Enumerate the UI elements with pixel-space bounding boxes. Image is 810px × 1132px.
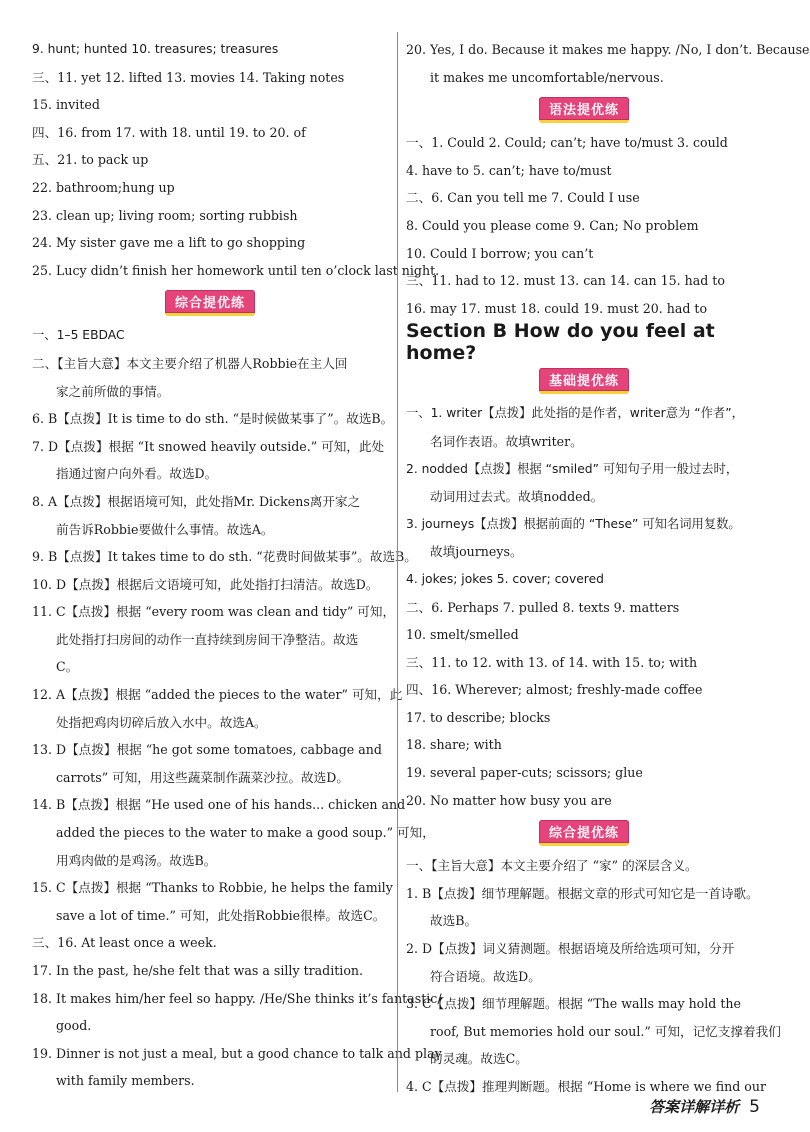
- answer-line: 二、6. Can you tell me 7. Could I use: [406, 190, 640, 206]
- answer-line: 二、6. Perhaps 7. pulled 8. texts 9. matters: [406, 599, 680, 615]
- answer-line: 名词作表语。故填writer。: [430, 433, 583, 449]
- answer-line: 此处指打扫房间的动作一直持续到房间干净整洁。故选: [56, 631, 359, 647]
- answer-line: 15. C【点拨】根据 “Thanks to Robbie, he helps the family: [32, 880, 393, 896]
- answer-line: 指通过窗户向外看。故选D。: [56, 466, 218, 482]
- right-column: [406, 36, 810, 1101]
- answer-line: 16. may 17. must 18. could 19. must 20. had to: [406, 300, 708, 316]
- answer-line: 10. D【点拨】根据后文语境可知，此处指打扫清洁。故选D。: [32, 576, 379, 592]
- answer-line: 8. Could you please come 9. Can; No problem: [406, 217, 699, 233]
- answer-line: added the pieces to the water to make a good soup.” 可知，: [56, 825, 435, 841]
- answer-line: 前告诉Robbie要做什么事情。故选A。: [56, 521, 274, 537]
- section-banner-wrap: [406, 91, 762, 129]
- answer-line: 20. No matter how busy you are: [406, 792, 612, 808]
- section-banner: 综合提优练: [539, 820, 629, 846]
- answer-line: 4. C【点拨】推理判断题。根据 “Home is where we find our: [406, 1079, 767, 1094]
- answer-line: 三、11. to 12. with 13. of 14. with 15. to; with: [406, 654, 698, 670]
- answer-line: with family members.: [56, 1073, 195, 1089]
- answer-line: roof, But memories hold our soul.” 可知，记忆支撑着我们: [430, 1023, 781, 1039]
- answer-line: 三、11. had to 12. must 13. can 14. can 15. had to: [406, 273, 725, 289]
- answer-line: 3. journeys【点拨】根据前面的 “These” 可知名词用复数。: [406, 516, 741, 531]
- answer-line: 用鸡肉做的是鸡汤。故选B。: [56, 852, 217, 868]
- answer-line: 2. D【点拨】词义猜测题。根据语境及所给选项可知，分开: [406, 941, 735, 957]
- answer-line: good.: [56, 1018, 92, 1034]
- answer-line: 9. B【点拨】It takes time to do sth. “花费时间做某事”。故选B。: [32, 549, 417, 565]
- answer-line: 一、1. writer【点拨】此处指的是作者，writer意为 “作者”，: [406, 406, 744, 421]
- answer-line: 6. B【点拨】It is time to do sth. “是时候做某事了”。故选B。: [32, 411, 394, 427]
- answer-line: 18. It makes him/her feel so happy. /He/She thinks it’s fantastic/: [32, 990, 442, 1006]
- answer-line: 家之前所做的事情。: [56, 383, 170, 399]
- section-banner-wrap: [406, 362, 762, 400]
- answer-line: 1. B【点拨】细节理解题。根据文章的形式可知它是一首诗歌。: [406, 885, 759, 901]
- answer-line: 17. to describe; blocks: [406, 709, 551, 725]
- answer-line: 18. share; with: [406, 737, 502, 753]
- answer-line: 8. A【点拨】根据语境可知，此处指Mr. Dickens离开家之: [32, 493, 361, 509]
- answer-line: 19. Dinner is not just a meal, but a good chance to talk and play: [32, 1045, 442, 1061]
- footer-label: 答案详解详析: [649, 1098, 740, 1116]
- answer-line: 三、16. At least once a week.: [32, 935, 217, 951]
- answer-line: 19. several paper-cuts; scissors; glue: [406, 765, 643, 781]
- answer-line: 4. jokes; jokes 5. cover; covered: [406, 571, 604, 586]
- section-banner: 基础提优练: [539, 368, 629, 394]
- answer-line: 符合语境。故选D。: [430, 968, 541, 984]
- answer-line: 4. have to 5. can’t; have to/must: [406, 162, 612, 178]
- answer-line: 23. clean up; living room; sorting rubbish: [32, 207, 298, 223]
- answer-line: 7. D【点拨】根据 “It snowed heavily outside.” 可知，此处: [32, 438, 385, 454]
- section-banner-wrap: [32, 284, 388, 322]
- answer-line: 一、1–5 EBDAC: [32, 328, 125, 343]
- answer-line: save a lot of time.” 可知，此处指Robbie很棒。故选C。: [56, 907, 386, 923]
- answer-line: 二、【主旨大意】本文主要介绍了机器人Robbie在主人回: [32, 355, 348, 371]
- answer-line: 25. Lucy didn’t finish her homework until ten o’clock last night.: [32, 262, 440, 278]
- page-footer: [649, 1096, 760, 1117]
- answer-line: 3. C【点拨】细节理解题。根据 “The walls may hold the: [406, 996, 741, 1012]
- answer-line: 四、16. Wherever; almost; freshly-made coffee: [406, 682, 703, 698]
- section-title: Section B How do you feel at home?: [406, 320, 715, 365]
- answer-line: 故选B。: [430, 913, 478, 929]
- answer-line: 的灵魂。故选C。: [430, 1051, 528, 1067]
- answer-line: 动词用过去式。故填nodded。: [430, 489, 604, 505]
- answer-line: 处指把鸡肉切碎后放入水中。故选A。: [56, 714, 267, 730]
- answer-line: 9. hunt; hunted 10. treasures; treasures: [32, 42, 279, 56]
- answer-line: carrots” 可知，用这些蔬菜制作蔬菜沙拉。故选D。: [56, 769, 349, 785]
- answer-line: 12. A【点拨】根据 “added the pieces to the water” 可知，此: [32, 687, 403, 703]
- answer-line: 10. smelt/smelled: [406, 627, 519, 643]
- page-number: 5: [749, 1097, 760, 1117]
- answer-line: 11. C【点拨】根据 “every room was clean and tidy” 可知，: [32, 604, 396, 620]
- section-banner: 语法提优练: [539, 97, 629, 123]
- answer-line: 13. D【点拨】根据 “he got some tomatoes, cabbage and: [32, 742, 382, 758]
- answer-line: 22. bathroom;hung up: [32, 179, 175, 195]
- answer-line: C。: [56, 659, 79, 675]
- answer-line: 15. invited: [32, 97, 100, 113]
- answer-line: 2. nodded【点拨】根据 “smiled” 可知句子用一般过去时，: [406, 461, 739, 476]
- answer-line: 17. In the past, he/she felt that was a silly tradition.: [32, 963, 364, 978]
- answer-line: 一、【主旨大意】本文主要介绍了 “家” 的深层含义。: [406, 858, 698, 874]
- column-divider: [397, 32, 398, 1092]
- answer-line: 24. My sister gave me a lift to go shopping: [32, 235, 306, 251]
- answer-line: 10. Could I borrow; you can’t: [406, 245, 594, 261]
- section-banner-wrap: [406, 814, 762, 852]
- answer-line: 20. Yes, I do. Because it makes me happy. /No, I don’t. Because: [406, 42, 810, 57]
- answer-line: 14. B【点拨】根据 “He used one of his hands... chicken and: [32, 797, 406, 813]
- section-banner: 综合提优练: [165, 290, 255, 316]
- answer-line: 四、16. from 17. with 18. until 19. to 20. of: [32, 124, 306, 140]
- left-column: [32, 36, 442, 1095]
- answer-line: 五、21. to pack up: [32, 152, 149, 168]
- answer-line: it makes me uncomfortable/nervous.: [430, 69, 664, 85]
- answer-line: 一、1. Could 2. Could; can’t; have to/must 3. could: [406, 135, 728, 151]
- answer-line: 三、11. yet 12. lifted 13. movies 14. Taking notes: [32, 69, 345, 85]
- answer-line: 故填journeys。: [430, 544, 523, 560]
